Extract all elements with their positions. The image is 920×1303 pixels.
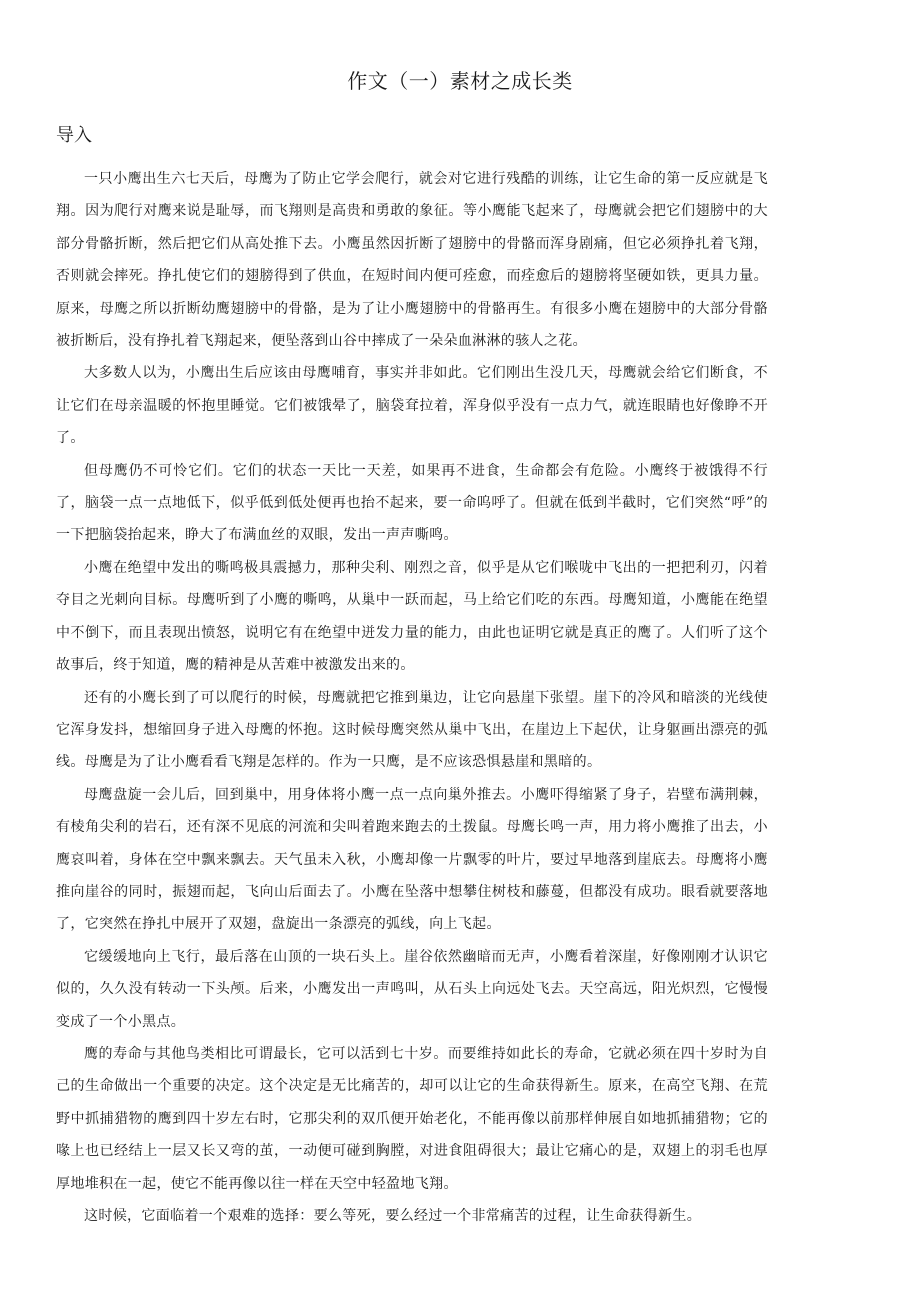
paragraph-4: 小鹰在绝望中发出的嘶鸣极具震撼力，那种尖利、刚烈之音，似乎是从它们喉咙中飞出的一把把利刃，闪着夺目之光刺向目标。母鹰听到了小鹰的嘶鸣，从巢中一跃而起，马上给它们吃的东西。母鹰知道，小鹰能在绝望中不倒下，而且表现出愤怒，说明它有在绝望中迸发力量的能力，由此也证明它就是真正的鹰了。人们听了这个故事后，终于知道，鹰的精神是从苦难中被激发出来的。 (56, 559, 768, 674)
paragraph-9: 这时候，它面临着一个艰难的选择：要么等死，要么经过一个非常痛苦的过程，让生命获得新生。 (84, 1208, 702, 1224)
paragraph-3: 但母鹰仍不可怜它们。它们的状态一天比一天差，如果再不进食，生命都会有危险。小鹰终于被饿得不行了，脑袋一点一点地低下，似乎低到低处便再也抬不起来，要一命呜呼了。但就在低到半截时，它们突然“呼”的一下把脑袋抬起来，睁大了布满血丝的双眼，发出一声声嘶鸣。 (56, 462, 768, 544)
section-heading: 导入 (56, 125, 92, 146)
paragraph-1: 一只小鹰出生六七天后，母鹰为了防止它学会爬行，就会对它进行残酷的训练，让它生命的第一反应就是飞翔。因为爬行对鹰来说是耻辱，而飞翔则是高贵和勇敢的象征。等小鹰能飞起来了，母鹰就会把它们翅膀中的大部分骨骼折断，然后把它们从高处推下去。小鹰虽然因折断了翅膀中的骨骼而浑身剧痛，但它必须挣扎着飞翔，否则就会摔死。挣扎使它们的翅膀得到了供血，在短时间内便可痊愈，而痊愈后的翅膀将坚硬如铁，更具力量。原来，母鹰之所以折断幼鹰翅膀中的骨骼，是为了让小鹰翅膀中的骨骼再生。有很多小鹰在翅膀中的大部分骨骼被折断后，没有挣扎着飞翔起来，便坠落到山谷中摔成了一朵朵血淋淋的骇人之花。 (56, 171, 768, 350)
paragraph-2: 大多数人以为，小鹰出生后应该由母鹰哺育，事实并非如此。它们刚出生没几天，母鹰就会给它们断食，不让它们在母亲温暖的怀抱里睡觉。它们被饿晕了，脑袋耷拉着，浑身似乎没有一点力气，就连眼睛也好像睁不开了。 (56, 365, 768, 447)
paragraph-8: 鹰的寿命与其他鸟类相比可谓最长，它可以活到七十岁。而要维持如此长的寿命，它就必须在四十岁时为自己的生命做出一个重要的决定。这个决定是无比痛苦的，却可以让它的生命获得新生。原来，在高空飞翔、在荒野中抓捕猎物的鹰到四十岁左右时，它那尖利的双爪便开始老化，不能再像以前那样伸展自如地抓捕猎物；它的喙上也已经结上一层又长又弯的茧，一动便可碰到胸膛，对进食阻碍很大；最让它痛心的是，双翅上的羽毛也厚厚地堆积在一起，使它不能再像以往一样在天空中轻盈地飞翔。 (56, 1045, 768, 1192)
paragraph-5: 还有的小鹰长到了可以爬行的时候，母鹰就把它推到巢边，让它向悬崖下张望。崖下的冷风和暗淡的光线使它浑身发抖，想缩回身子进入母鹰的怀抱。这时候母鹰突然从巢中飞出，在崖边上下起伏，让身躯画出漂亮的弧线。母鹰是为了让小鹰看看飞翔是怎样的。作为一只鹰，是不应该恐惧悬崖和黑暗的。 (56, 689, 768, 771)
paragraph-6: 母鹰盘旋一会儿后，回到巢中，用身体将小鹰一点一点向巢外推去。小鹰吓得缩紧了身子，岩壁布满荆棘，有棱角尖利的岩石，还有深不见底的河流和尖叫着跑来跑去的土拨鼠。母鹰长鸣一声，用力将小鹰推了出去，小鹰哀叫着，身体在空中飘来飘去。天气虽未入秋，小鹰却像一片飘零的叶片，要过早地落到崖底去。母鹰将小鹰推向崖谷的同时，振翅而起，飞向山后面去了。小鹰在坠落中想攀住树枝和藤蔓，但都没有成功。眼看就要落地了，它突然在挣扎中展开了双翅，盘旋出一条漂亮的弧线，向上飞起。 (56, 786, 768, 933)
document-title: 作文（一）素材之成长类 (347, 69, 573, 93)
paragraph-7: 它缓缓地向上飞行，最后落在山顶的一块石头上。崖谷依然幽暗而无声，小鹰看着深崖，好像刚刚才认识它似的，久久没有转动一下头颅。后来，小鹰发出一声鸣叫，从石头上向远处飞去。天空高远，阳光炽烈，它慢慢变成了一个小黑点。 (56, 948, 768, 1030)
body-text (56, 163, 768, 1232)
